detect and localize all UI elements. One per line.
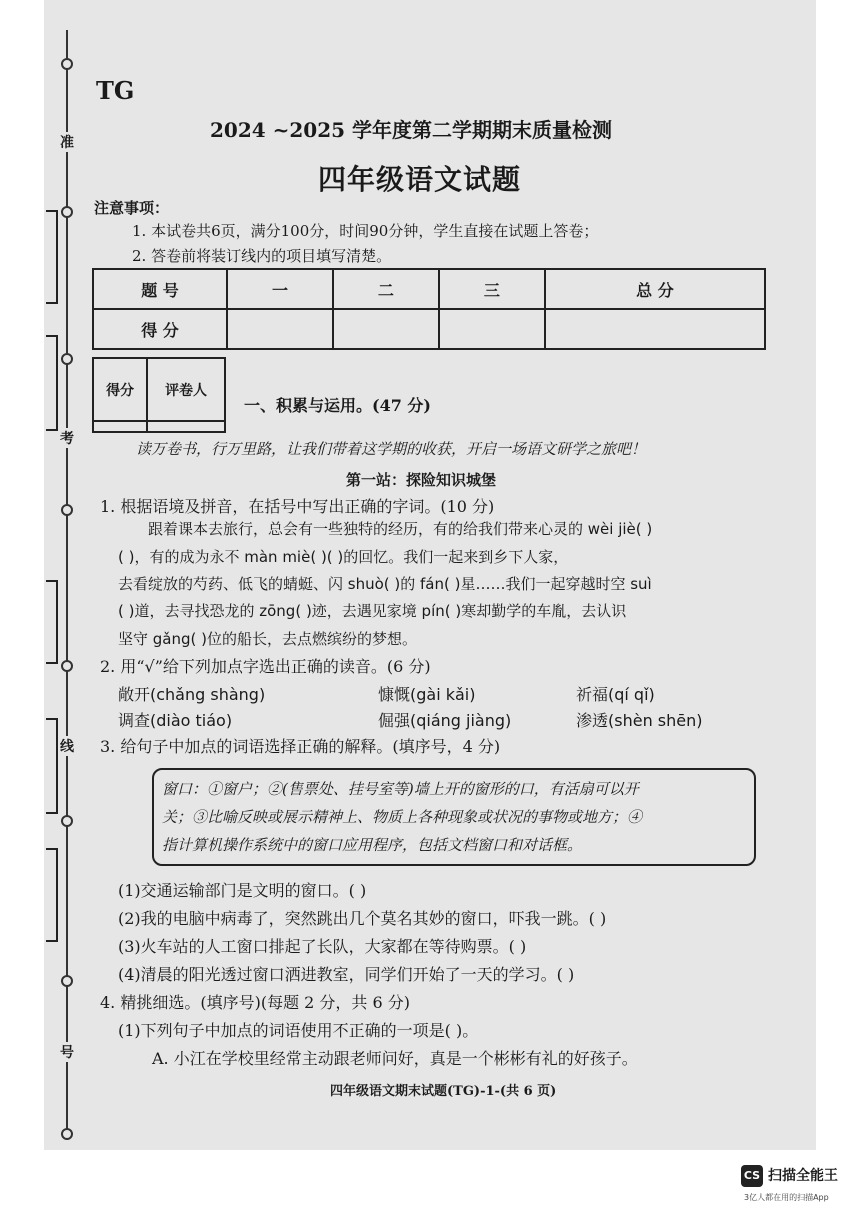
definition-line: 指计算机操作系统中的窗口应用程序，包括文档窗口和对话框。 xyxy=(162,836,583,854)
question-3-item: (1)交通运输部门是文明的窗口。( ) xyxy=(118,881,367,900)
definition-line: 关；③比喻反映或展示精神上、物质上各种现象或状况的事物或地方；④ xyxy=(162,808,643,826)
question-1-line: ( )，有的成为永不 màn miè( )( )的回忆。我们一起来到乡下人家， xyxy=(118,548,569,566)
binding-bracket xyxy=(46,718,58,814)
grader-cell[interactable] xyxy=(93,421,147,432)
score-cell[interactable] xyxy=(333,309,439,349)
section-title: 一、积累与运用。(47 分) xyxy=(244,396,431,415)
pronunciation-choice: 倔强(qiáng jiàng) xyxy=(378,711,512,730)
question-3-item: (2)我的电脑中病毒了，突然跳出几个莫名其妙的窗口，吓我一跳。( ) xyxy=(118,909,607,928)
grader-score-header: 得分 xyxy=(93,358,147,421)
pronunciation-choice: 敞开(chǎng shàng) xyxy=(118,685,266,704)
question-3-item: (4)清晨的阳光透过窗口洒进教室，同学们开始了一天的学习。( ) xyxy=(118,965,575,984)
section-intro: 读万卷书，行万里路，让我们带着这学期的收获，开启一场语文研学之旅吧！ xyxy=(136,440,647,458)
question-4-option-a: A. 小江在学校里经常主动跟老师问好，真是一个彬彬有礼的好孩子。 xyxy=(152,1049,638,1068)
binding-char: 号 xyxy=(56,1042,78,1062)
binding-bracket xyxy=(46,335,58,431)
question-1-line: ( )道，去寻找恐龙的 zōng( )迹，去遇见家境 pín( )寒却勤学的车胤，去认识 xyxy=(118,602,627,620)
station-title: 第一站：探险知识城堡 xyxy=(346,471,497,489)
scanner-tagline: 3亿人都在用的扫描App xyxy=(744,1193,829,1202)
binding-char: 线 xyxy=(56,736,78,756)
binding-bracket xyxy=(46,848,58,942)
binding-ring xyxy=(61,975,73,987)
question-1-line: 去看绽放的芍药、低飞的蜻蜓、闪 shuò( )的 fán( )星……我们一起穿越时空 suì xyxy=(118,575,652,593)
score-cell[interactable] xyxy=(439,309,545,349)
binding-char: 准 xyxy=(56,132,78,152)
score-col-header: 一 xyxy=(227,269,333,309)
scanner-logo-icon: CS xyxy=(741,1165,763,1187)
question-4-sub1: (1)下列句子中加点的词语使用不正确的一项是( )。 xyxy=(118,1021,479,1040)
exam-title: 2024 ~2025 学年度第二学期期末质量检测 xyxy=(210,118,613,142)
grader-name-header: 评卷人 xyxy=(147,358,225,421)
note-item: 1. 本试卷共6页，满分100分，时间90分钟，学生直接在试题上答卷； xyxy=(132,222,599,240)
score-row-label: 题 号 xyxy=(93,269,227,309)
question-1-line: 坚守 gǎng( )位的船长，去点燃缤纷的梦想。 xyxy=(118,630,417,648)
binding-ring xyxy=(61,206,73,218)
binding-ring xyxy=(61,1128,73,1140)
definition-line: 窗口：①窗户；②(售票处、挂号室等)墙上开的窗形的口，有活扇可以开 xyxy=(162,780,639,798)
score-row-label: 得 分 xyxy=(93,309,227,349)
score-cell[interactable] xyxy=(227,309,333,349)
question-4-prompt: 4. 精挑细选。(填序号)(每题 2 分，共 6 分) xyxy=(100,993,411,1012)
binding-ring xyxy=(61,815,73,827)
binding-ring xyxy=(61,504,73,516)
question-3-item: (3)火车站的人工窗口排起了长队，大家都在等待购票。( ) xyxy=(118,937,527,956)
notes-heading: 注意事项： xyxy=(94,199,170,217)
scanner-brand: 扫描全能王 xyxy=(768,1168,838,1184)
paper-code: TG xyxy=(96,76,135,105)
question-2-prompt: 2. 用“√”给下列加点字选出正确的读音。(6 分) xyxy=(100,657,431,676)
question-3-prompt: 3. 给句子中加点的词语选择正确的解释。(填序号，4 分) xyxy=(100,737,501,756)
note-item: 2. 答卷前将装订线内的项目填写清楚。 xyxy=(132,247,392,265)
pronunciation-choice: 祈福(qí qǐ) xyxy=(576,685,655,704)
score-col-header: 总 分 xyxy=(545,269,765,309)
binding-line xyxy=(66,30,68,1140)
score-col-header: 二 xyxy=(333,269,439,309)
question-1-line: 跟着课本去旅行，总会有一些独特的经历，有的给我们带来心灵的 wèi jiè( ) xyxy=(148,520,653,538)
binding-ring xyxy=(61,353,73,365)
page-footer: 四年级语文期末试题(TG)-1-(共 6 页) xyxy=(330,1084,557,1099)
question-1-prompt: 1. 根据语境及拼音，在括号中写出正确的字词。(10 分) xyxy=(100,497,495,516)
score-table xyxy=(92,268,766,350)
binding-ring xyxy=(61,660,73,672)
grader-table xyxy=(92,357,226,433)
score-cell[interactable] xyxy=(545,309,765,349)
grader-cell[interactable] xyxy=(147,421,225,432)
binding-ring xyxy=(61,58,73,70)
pronunciation-choice: 渗透(shèn shēn) xyxy=(576,711,703,730)
exam-subject-title: 四年级语文试题 xyxy=(318,163,522,196)
binding-bracket xyxy=(46,580,58,664)
score-col-header: 三 xyxy=(439,269,545,309)
binding-char: 考 xyxy=(56,428,78,448)
pronunciation-choice: 慷慨(gài kǎi) xyxy=(378,685,476,704)
binding-bracket xyxy=(46,210,58,304)
pronunciation-choice: 调查(diào tiáo) xyxy=(118,711,233,730)
